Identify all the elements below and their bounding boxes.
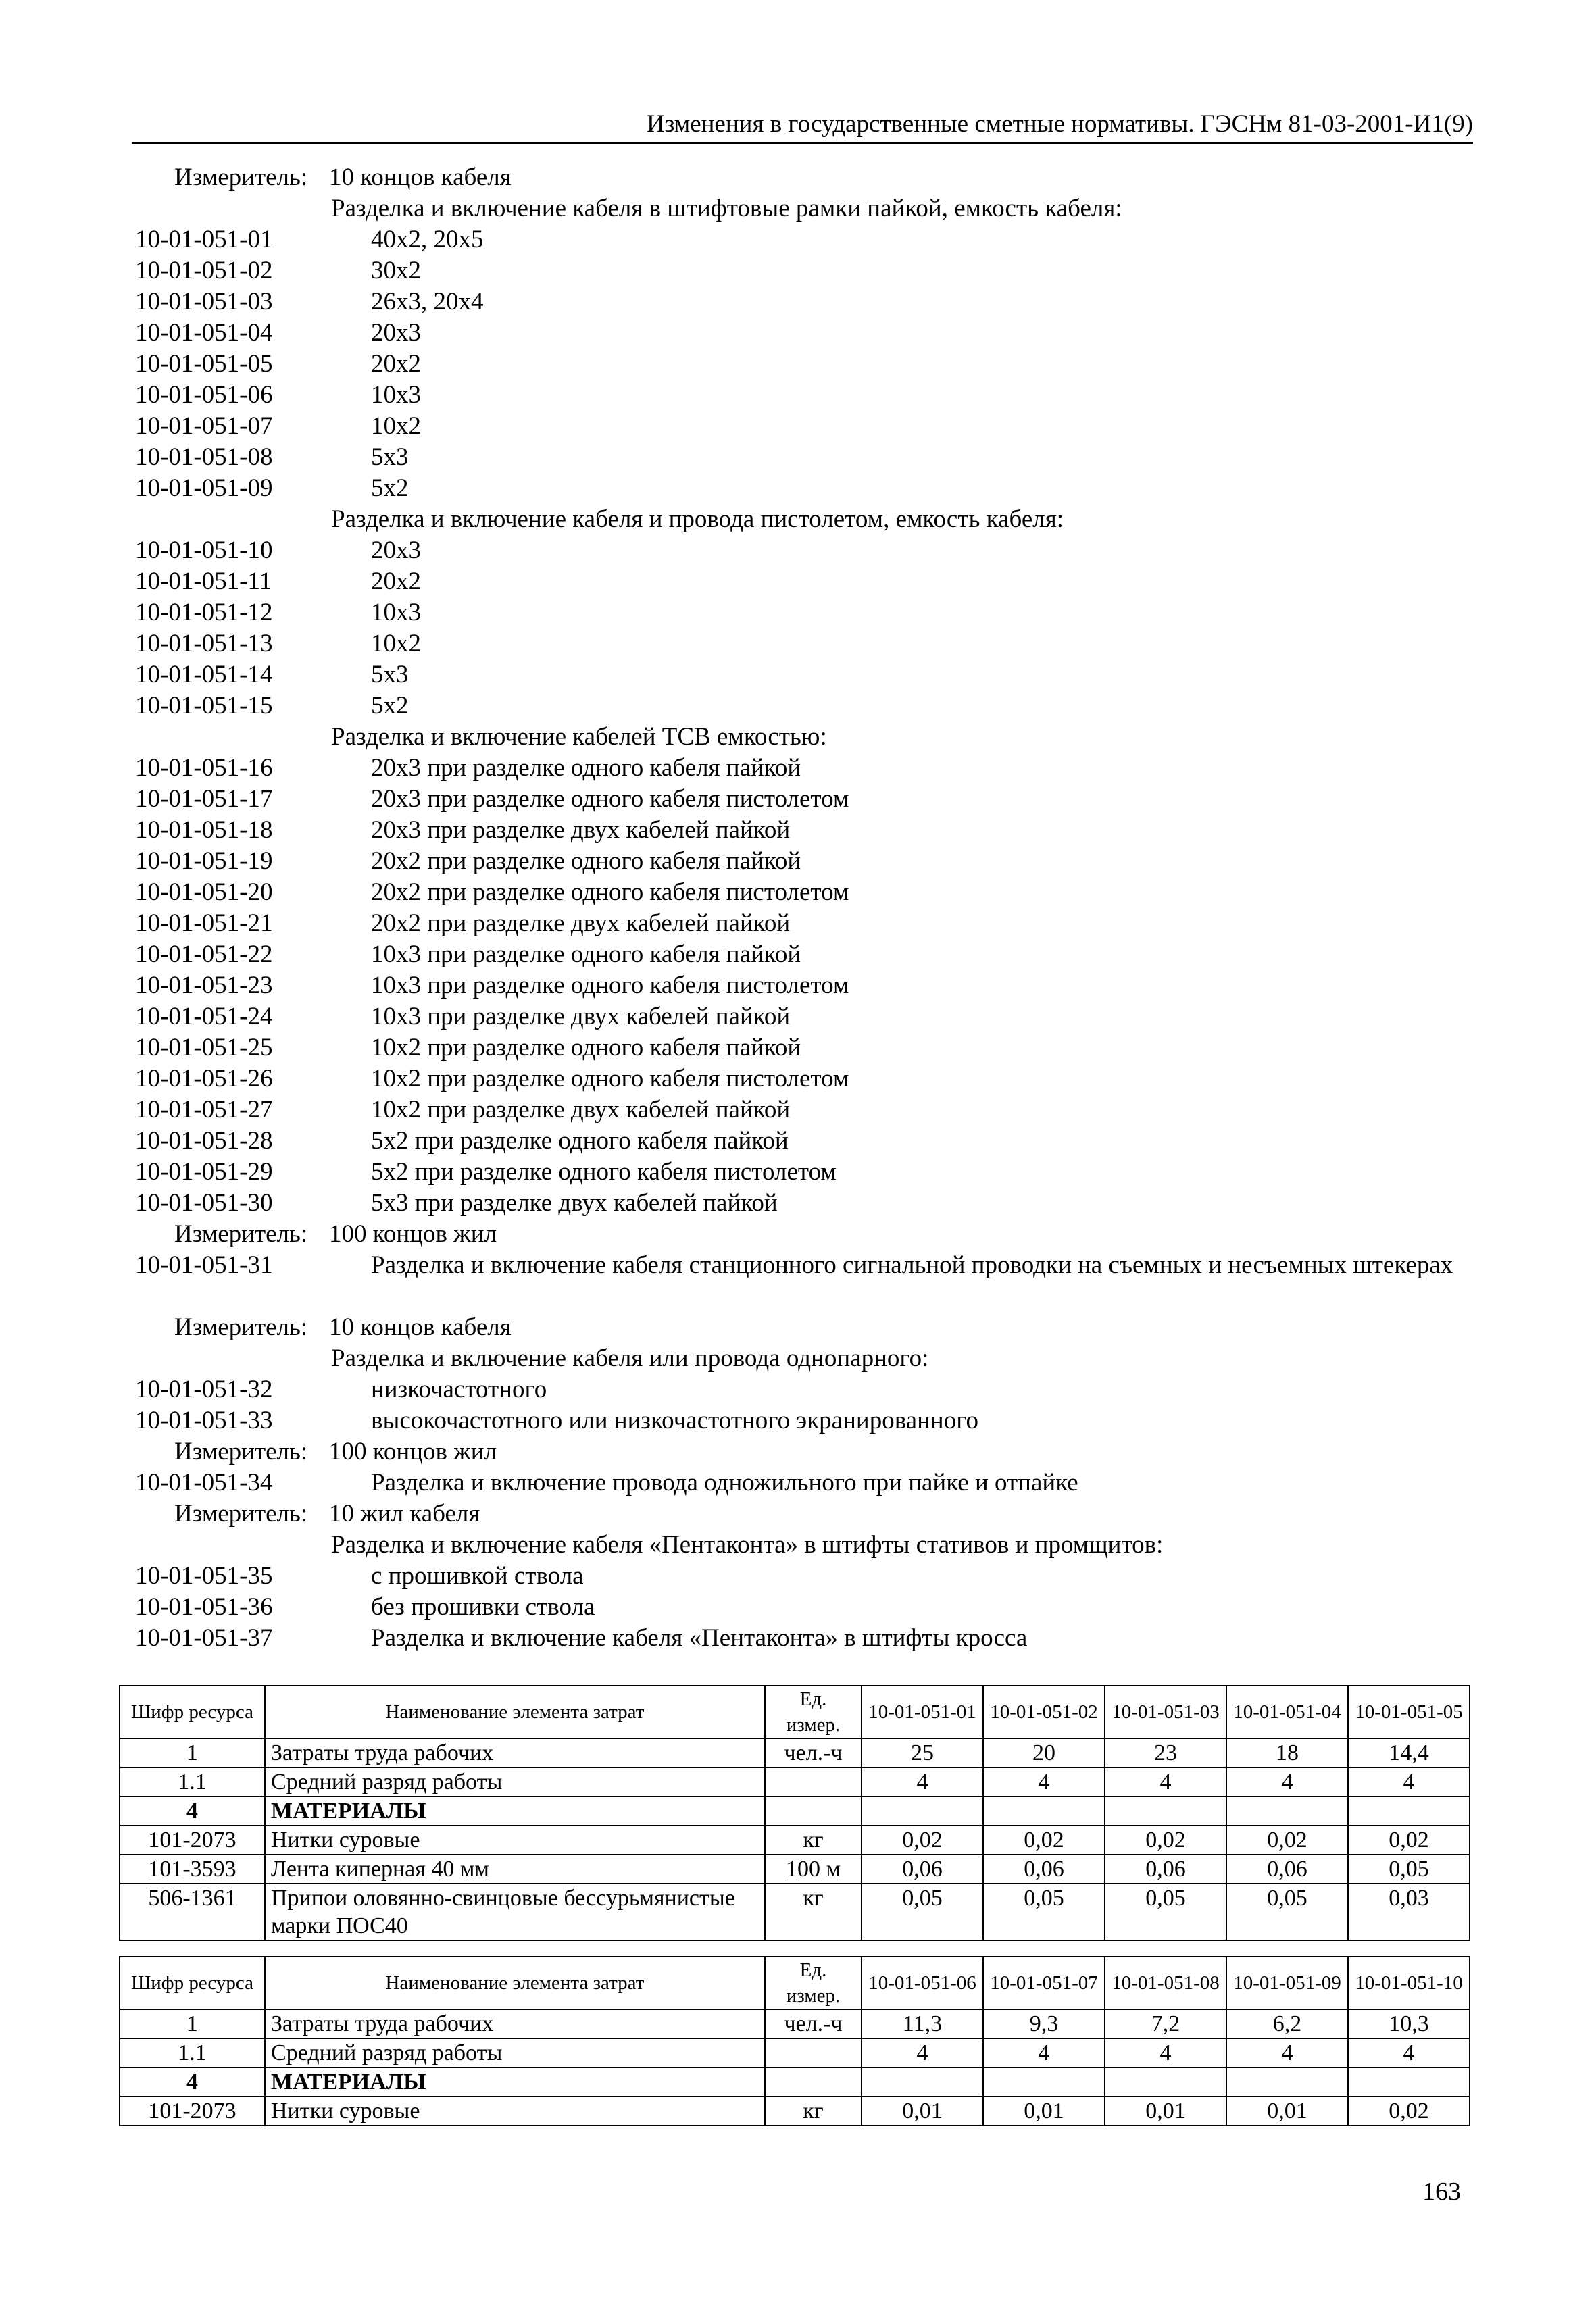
item-code: 10-01-051-33 (135, 1407, 273, 1434)
resource-code: 1 (120, 2009, 265, 2038)
resource-name: МАТЕРИАЛЫ (265, 2067, 765, 2096)
resource-value: 0,05 (1105, 1884, 1226, 1940)
norm-item (0, 597, 1596, 628)
item-description: 10х3 (371, 599, 421, 626)
norm-item (0, 690, 1596, 722)
item-description: 5х3 при разделке двух кабелей пайкой (371, 1189, 778, 1217)
item-description: 5х2 (371, 692, 409, 720)
norm-item (0, 1157, 1596, 1188)
resource-value: 0,03 (1348, 1884, 1470, 1940)
resource-value: 4 (1105, 1767, 1226, 1796)
resource-unit (765, 1767, 862, 1796)
resource-unit (765, 2067, 862, 2096)
item-description: 20х2 (371, 350, 421, 378)
resource-value: 7,2 (1105, 2009, 1226, 2038)
item-code: 10-01-051-06 (135, 381, 273, 409)
item-code: 10-01-051-35 (135, 1562, 273, 1590)
resource-name: Лента киперная 40 мм (265, 1855, 765, 1884)
resource-code: 4 (120, 2067, 265, 2096)
norm-item (0, 846, 1596, 877)
resource-value: 10,3 (1348, 2009, 1470, 2038)
resource-value: 0,01 (862, 2096, 983, 2126)
norm-item (0, 473, 1596, 504)
resource-value: 0,05 (1348, 1855, 1470, 1884)
resource-value: 0,05 (983, 1884, 1105, 1940)
item-code: 10-01-051-14 (135, 661, 273, 688)
measure-value: 10 жил кабеля (329, 1500, 480, 1528)
resource-code: 101-2073 (120, 1826, 265, 1855)
header-name: Наименование элемента затрат (265, 1686, 765, 1738)
item-description: 20х2 при разделке одного кабеля пайкой (371, 847, 801, 875)
item-description: 10х2 (371, 630, 421, 657)
item-code: 10-01-051-27 (135, 1096, 273, 1124)
resource-unit: кг (765, 1884, 862, 1940)
item-description: 10х3 при разделке двух кабелей пайкой (371, 1003, 791, 1030)
item-description: с прошивкой ствола (371, 1562, 584, 1590)
item-description: 10х3 (371, 381, 421, 409)
norm-item (0, 1592, 1596, 1623)
resource-value: 14,4 (1348, 1738, 1470, 1767)
measure-label: Измеритель: (174, 1438, 308, 1465)
header-code: Шифр ресурса (120, 1686, 265, 1738)
norm-items-list (0, 162, 1596, 1654)
resource-table-1 (119, 1685, 1470, 1941)
item-description: 10х2 (371, 412, 421, 440)
table-row (120, 2096, 1470, 2126)
item-code: 10-01-051-21 (135, 909, 273, 937)
resource-value: 6,2 (1226, 2009, 1348, 2038)
norm-item (0, 1001, 1596, 1032)
norm-item (0, 970, 1596, 1001)
table-body (120, 1957, 1470, 2126)
resource-value: 0,02 (1348, 2096, 1470, 2126)
measure-line (0, 1312, 1596, 1343)
item-description: 30х2 (371, 257, 421, 284)
group-heading (0, 1343, 1596, 1374)
resource-value: 4 (983, 1767, 1105, 1796)
norm-item (0, 1126, 1596, 1157)
header-norm-code: 10-01-051-07 (983, 1957, 1105, 2009)
item-code: 10-01-051-01 (135, 226, 273, 253)
item-description: Разделка и включение провода одножильного при пайке и отпайке (371, 1469, 1078, 1496)
item-description: 5х3 (371, 661, 409, 688)
norm-item (0, 1623, 1596, 1654)
item-code: 10-01-051-36 (135, 1593, 273, 1621)
resource-code: 1.1 (120, 1767, 265, 1796)
measure-value: 10 концов кабеля (329, 164, 512, 191)
item-description: высокочастотного или низкочастотного экранированного (371, 1407, 978, 1434)
measure-value: 10 концов кабеля (329, 1313, 512, 1341)
resource-code: 1 (120, 1738, 265, 1767)
norm-item (0, 1095, 1596, 1126)
group-heading (0, 1530, 1596, 1561)
resource-value (983, 1796, 1105, 1826)
resource-value (1348, 1796, 1470, 1826)
measure-line (0, 1499, 1596, 1530)
item-description: 20х3 при разделке одного кабеля пистолетом (371, 785, 849, 813)
resource-code: 1.1 (120, 2038, 265, 2067)
table-row (120, 1826, 1470, 1855)
resource-value: 0,05 (862, 1884, 983, 1940)
resource-name: Средний разряд работы (265, 1767, 765, 1796)
resource-name: Средний разряд работы (265, 2038, 765, 2067)
item-code: 10-01-051-20 (135, 878, 273, 906)
header-norm-code: 10-01-051-10 (1348, 1957, 1470, 2009)
measure-label: Измеритель: (174, 1500, 308, 1528)
item-description: 20х2 при разделке двух кабелей пайкой (371, 909, 791, 937)
resource-value: 4 (1105, 2038, 1226, 2067)
resource-value: 20 (983, 1738, 1105, 1767)
measure-label: Измеритель: (174, 1220, 308, 1248)
norm-item (0, 255, 1596, 286)
item-description: 5х2 (371, 474, 409, 502)
norm-item (0, 784, 1596, 815)
measure-line (0, 1436, 1596, 1467)
item-code: 10-01-051-15 (135, 692, 273, 720)
table-body (120, 1686, 1470, 1940)
item-description: 20х3 при разделке одного кабеля пайкой (371, 754, 801, 782)
resource-value: 0,02 (1105, 1826, 1226, 1855)
resource-code: 101-2073 (120, 2096, 265, 2126)
norm-item (0, 753, 1596, 784)
item-description: 5х2 при разделке одного кабеля пайкой (371, 1127, 789, 1155)
resource-name: МАТЕРИАЛЫ (265, 1796, 765, 1826)
table-row (120, 1767, 1470, 1796)
item-description: Разделка и включение кабеля «Пентаконта» в штифты кросса (371, 1624, 1028, 1652)
resource-name: Затраты труда рабочих (265, 1738, 765, 1767)
norm-item (0, 380, 1596, 411)
item-code: 10-01-051-05 (135, 350, 273, 378)
resource-value: 4 (862, 2038, 983, 2067)
norm-item (0, 1032, 1596, 1063)
table-header-row (120, 1686, 1470, 1738)
item-code: 10-01-051-26 (135, 1065, 273, 1092)
item-description: 10х2 при разделке одного кабеля пистолетом (371, 1065, 849, 1092)
group-heading-text: Разделка и включение кабеля или провода однопарного: (331, 1344, 929, 1372)
resource-value: 4 (1226, 2038, 1348, 2067)
item-description: 10х3 при разделке одного кабеля пайкой (371, 940, 801, 968)
item-code: 10-01-051-07 (135, 412, 273, 440)
item-code: 10-01-051-02 (135, 257, 273, 284)
page-number: 163 (1422, 2178, 1461, 2206)
resource-unit: кг (765, 2096, 862, 2126)
resource-value: 9,3 (983, 2009, 1105, 2038)
item-code: 10-01-051-19 (135, 847, 273, 875)
resource-value: 0,02 (1348, 1826, 1470, 1855)
item-code: 10-01-051-29 (135, 1158, 273, 1186)
measure-value: 100 концов жил (329, 1220, 497, 1248)
resource-value: 4 (1348, 1767, 1470, 1796)
measure-line (0, 1219, 1596, 1250)
resource-value (1226, 2067, 1348, 2096)
measure-label: Измеритель: (174, 164, 308, 191)
header-norm-code: 10-01-051-04 (1226, 1686, 1348, 1738)
resource-code: 506-1361 (120, 1884, 265, 1940)
norm-item (0, 411, 1596, 442)
item-code: 10-01-051-03 (135, 288, 273, 316)
resource-value: 4 (862, 1767, 983, 1796)
norm-item (0, 566, 1596, 597)
table-row (120, 1738, 1470, 1767)
header-norm-code: 10-01-051-01 (862, 1686, 983, 1738)
item-code: 10-01-051-08 (135, 443, 273, 471)
item-code: 10-01-051-22 (135, 940, 273, 968)
resource-unit (765, 1796, 862, 1826)
resource-value: 0,02 (1226, 1826, 1348, 1855)
resource-value: 0,02 (983, 1826, 1105, 1855)
item-description: 40х2, 20х5 (371, 226, 484, 253)
resource-name: Затраты труда рабочих (265, 2009, 765, 2038)
resource-code: 101-3593 (120, 1855, 265, 1884)
norm-item (0, 628, 1596, 659)
item-code: 10-01-051-13 (135, 630, 273, 657)
norm-item (0, 1374, 1596, 1405)
header-norm-code: 10-01-051-03 (1105, 1686, 1226, 1738)
norm-item (0, 877, 1596, 908)
norm-item (0, 1405, 1596, 1436)
table-row (120, 2067, 1470, 2096)
table-row (120, 1855, 1470, 1884)
group-heading-text: Разделка и включение кабеля «Пентаконта» в штифты стативов и промщитов: (331, 1531, 1164, 1559)
resource-value: 0,01 (1105, 2096, 1226, 2126)
norm-item (0, 659, 1596, 690)
resource-unit (765, 2038, 862, 2067)
item-code: 10-01-051-04 (135, 319, 273, 347)
resource-name: Нитки суровые (265, 1826, 765, 1855)
resource-value (1226, 1796, 1348, 1826)
item-code: 10-01-051-24 (135, 1003, 273, 1030)
item-code: 10-01-051-31 (135, 1251, 273, 1279)
item-description: 10х2 при разделке двух кабелей пайкой (371, 1096, 791, 1124)
table-row (120, 2038, 1470, 2067)
group-heading (0, 722, 1596, 753)
resource-value: 4 (1348, 2038, 1470, 2067)
resource-unit: 100 м (765, 1855, 862, 1884)
resource-value: 11,3 (862, 2009, 983, 2038)
header-norm-code: 10-01-051-09 (1226, 1957, 1348, 2009)
resource-code: 4 (120, 1796, 265, 1826)
norm-item (0, 815, 1596, 846)
table-row (120, 1796, 1470, 1826)
norm-item (0, 1467, 1596, 1499)
resource-name: Припои оловянно-свинцовые бессурьмянистые марки ПОС40 (265, 1884, 765, 1940)
resource-value: 4 (1226, 1767, 1348, 1796)
item-description: 20х3 при разделке двух кабелей пайкой (371, 816, 791, 844)
resource-value (1105, 2067, 1226, 2096)
resource-value (1348, 2067, 1470, 2096)
item-description: 20х2 (371, 568, 421, 595)
item-description: 5х3 (371, 443, 409, 471)
norm-item (0, 1250, 1596, 1312)
resource-value: 0,06 (983, 1855, 1105, 1884)
item-code: 10-01-051-37 (135, 1624, 273, 1652)
header-norm-code: 10-01-051-02 (983, 1686, 1105, 1738)
item-code: 10-01-051-34 (135, 1469, 273, 1496)
resource-unit: чел.-ч (765, 1738, 862, 1767)
item-description: без прошивки ствола (371, 1593, 595, 1621)
group-heading-text: Разделка и включение кабеля и провода пистолетом, емкость кабеля: (331, 505, 1064, 533)
resource-value (862, 2067, 983, 2096)
resource-value: 25 (862, 1738, 983, 1767)
header-code: Шифр ресурса (120, 1957, 265, 2009)
item-code: 10-01-051-23 (135, 972, 273, 999)
item-code: 10-01-051-11 (135, 568, 272, 595)
item-code: 10-01-051-09 (135, 474, 273, 502)
item-code: 10-01-051-32 (135, 1376, 273, 1403)
measure-value: 100 концов жил (329, 1438, 497, 1465)
resource-value: 0,05 (1226, 1884, 1348, 1940)
group-heading-text: Разделка и включение кабеля в штифтовые рамки пайкой, емкость кабеля: (331, 195, 1122, 222)
resource-value (1105, 1796, 1226, 1826)
item-description: 20х3 (371, 536, 421, 564)
item-code: 10-01-051-12 (135, 599, 273, 626)
resource-value: 0,02 (862, 1826, 983, 1855)
norm-item (0, 908, 1596, 939)
norm-item (0, 318, 1596, 349)
item-code: 10-01-051-30 (135, 1189, 273, 1217)
item-description: 20х2 при разделке одного кабеля пистолетом (371, 878, 849, 906)
measure-label: Измеритель: (174, 1313, 308, 1341)
header-title: Изменения в государственные сметные нормативы. ГЭСНм 81-03-2001-И1(9) (646, 110, 1473, 138)
resource-value: 23 (1105, 1738, 1226, 1767)
resource-value: 0,01 (983, 2096, 1105, 2126)
item-code: 10-01-051-16 (135, 754, 273, 782)
item-code: 10-01-051-18 (135, 816, 273, 844)
item-description: Разделка и включение кабеля станционного сигнальной проводки на съемных и несъемных штекерах (371, 1251, 1453, 1279)
table-header-row (120, 1957, 1470, 2009)
item-description: низкочастотного (371, 1376, 547, 1403)
resource-value (983, 2067, 1105, 2096)
resource-unit: чел.-ч (765, 2009, 862, 2038)
item-code: 10-01-051-10 (135, 536, 273, 564)
item-code: 10-01-051-17 (135, 785, 273, 813)
measure-line (0, 162, 1596, 193)
norm-item (0, 1063, 1596, 1095)
resource-value: 0,06 (1226, 1855, 1348, 1884)
resource-value: 0,06 (1105, 1855, 1226, 1884)
header-norm-code: 10-01-051-05 (1348, 1686, 1470, 1738)
group-heading (0, 504, 1596, 535)
norm-item (0, 442, 1596, 473)
norm-item (0, 535, 1596, 566)
resource-unit: кг (765, 1826, 862, 1855)
resource-value: 4 (983, 2038, 1105, 2067)
header-unit: Ед. измер. (765, 1686, 862, 1738)
resource-value: 0,01 (1226, 2096, 1348, 2126)
item-description: 10х3 при разделке одного кабеля пистолетом (371, 972, 849, 999)
table-row (120, 2009, 1470, 2038)
norm-item (0, 286, 1596, 318)
resource-value: 18 (1226, 1738, 1348, 1767)
group-heading (0, 193, 1596, 224)
norm-item (0, 224, 1596, 255)
resource-value (862, 1796, 983, 1826)
norm-item (0, 1188, 1596, 1219)
header-name: Наименование элемента затрат (265, 1957, 765, 2009)
header-norm-code: 10-01-051-08 (1105, 1957, 1226, 2009)
item-description: 26х3, 20х4 (371, 288, 484, 316)
group-heading-text: Разделка и включение кабелей ТСВ емкостью: (331, 723, 827, 751)
item-description: 10х2 при разделке одного кабеля пайкой (371, 1034, 801, 1061)
item-code: 10-01-051-28 (135, 1127, 273, 1155)
norm-item (0, 939, 1596, 970)
resource-table-2 (119, 1956, 1470, 2126)
header-norm-code: 10-01-051-06 (862, 1957, 983, 2009)
item-description: 20х3 (371, 319, 421, 347)
resource-name: Нитки суровые (265, 2096, 765, 2126)
page-header (132, 107, 1473, 144)
table-row (120, 1884, 1470, 1940)
item-description: 5х2 при разделке одного кабеля пистолетом (371, 1158, 837, 1186)
norm-item (0, 1561, 1596, 1592)
resource-value: 0,06 (862, 1855, 983, 1884)
header-unit: Ед. измер. (765, 1957, 862, 2009)
item-code: 10-01-051-25 (135, 1034, 273, 1061)
norm-item (0, 349, 1596, 380)
